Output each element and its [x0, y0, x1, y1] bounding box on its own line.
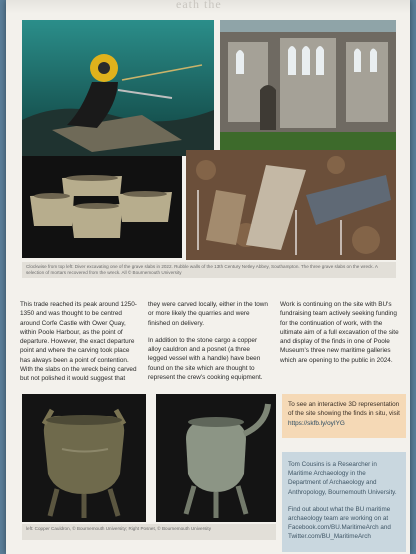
body-column-2 [148, 300, 270, 390]
sketchfab-link[interactable]: https://skfb.ly/oyIYG [288, 419, 345, 427]
abbey-photo [220, 20, 396, 156]
cauldron-photo [22, 394, 146, 522]
page-header-fragment [6, 0, 410, 14]
body-column-1 [20, 300, 140, 392]
callout-text: To see an interactive 3D representation of the site showing the finds in situ, visit [288, 401, 400, 418]
photo-caption-top: Clockwise from top left: Diver excavating one of the grave slabs in 2022. Rubble walls of the 13th Century Netley Abbey, Southampton. The three grave slabs on the wreck. A selection of mortars recovered from the wreck. All © Bournemouth University [22, 262, 396, 278]
photo-caption-bottom: left: Copper Cauldron, © Bournemouth University; Right Posnet, © Bournemouth University [22, 524, 276, 540]
posnet-photo [156, 394, 276, 522]
body-column-3 [280, 300, 402, 373]
slabs-photo [186, 150, 396, 260]
body-text: they were carved locally, either in the town or more likely the quarries and were finished on delivery. [148, 301, 268, 327]
magazine-page [6, 0, 410, 554]
author-bio-box [282, 452, 406, 552]
body-text: In addition to the stone cargo a copper alloy cauldron and a posnet (a three legged vessel with a handle) have been found on the site which are thought to represent the crew's cooking equipment. [148, 336, 263, 382]
body-text: Work is continuing on the site with BU's fundraising team actively seeking funding for the continuation of work, with the ultimate aim of a full excavation of the site and display of the finds in one of Poole Museum's three new maritime galleries which are opening to the public in 2024. [280, 301, 399, 364]
bio-links-text[interactable]: Find out about what the BU maritime archaeology team are working on at Facebook.com/BU.MaritimeArch and Twitter.com/BU_MaritimeArch [288, 505, 391, 541]
bio-text: Tom Cousins is a Researcher in Maritime Archaeology in the Department of Archaeology and Anthropology, Bournemouth University. [288, 461, 397, 496]
header-text: eath the [176, 0, 222, 11]
3d-model-callout [282, 394, 406, 438]
mortars-photo [22, 156, 182, 258]
body-text: This trade reached its peak around 1250-1350 and was thought to be centred around Corfe Castle with Ower Quay, within Poole Harbour, as the point of departure. However, the exact departure point and where the carving took place has always been a point of contention. With the slabs on the wreck being carved but not polished it would suggest that [20, 301, 137, 383]
diver-photo [22, 20, 214, 156]
